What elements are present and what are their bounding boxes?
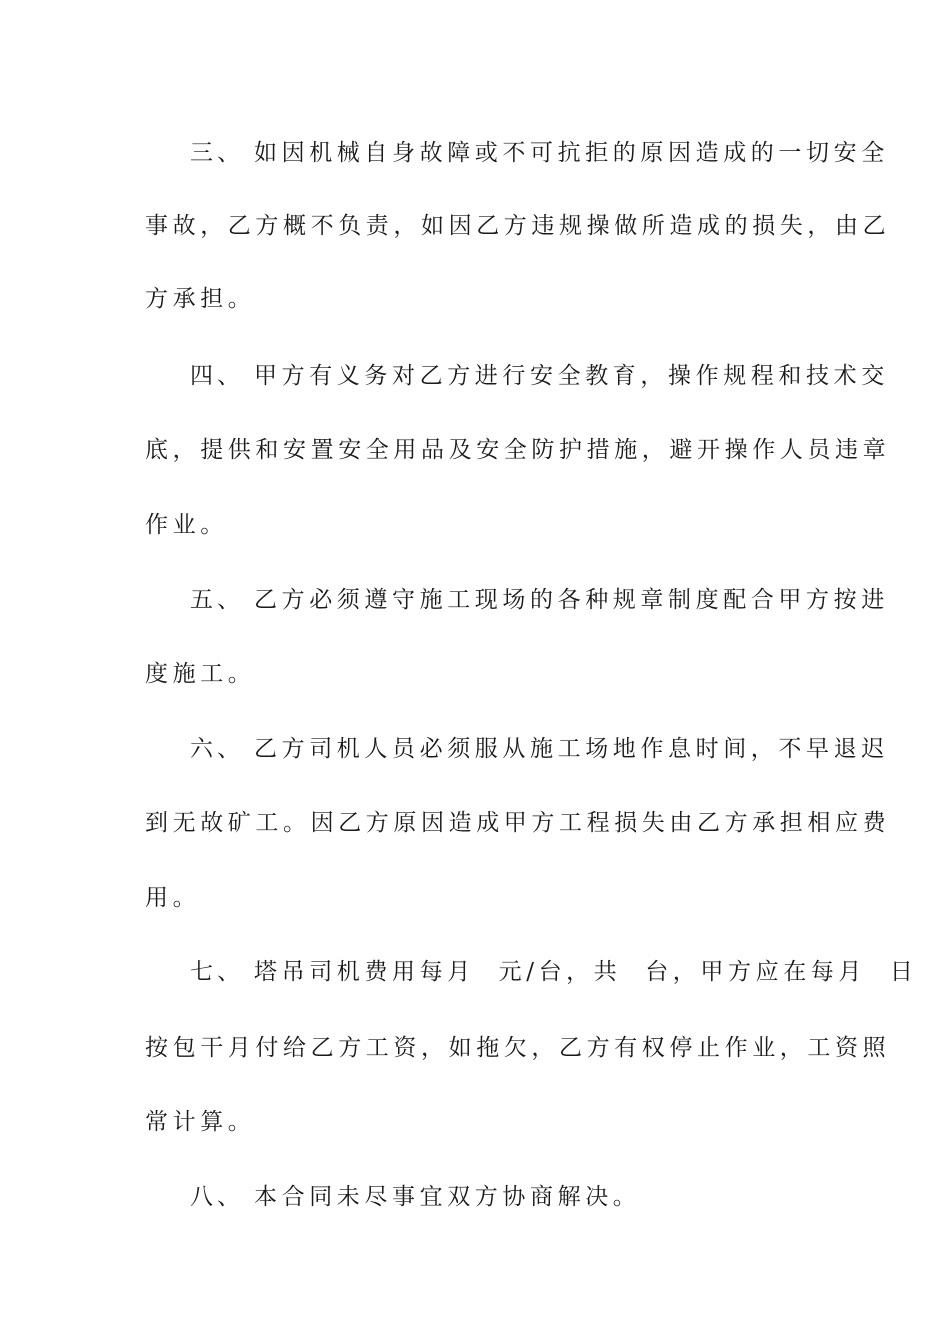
clause-7-number: 七、 — [190, 959, 244, 985]
clause-4-number: 四、 — [190, 363, 244, 389]
clause-8-text-1: 本合同未尽事宜双方协商解决。 — [254, 1184, 641, 1210]
clause-8-line-1 — [190, 1182, 805, 1212]
clause-6-line-3: 用。 — [145, 885, 201, 911]
clause-3-line-3: 方承担。 — [145, 286, 256, 312]
clause-3-line-2: 事故，乙方概不负责，如因乙方违规操做所造成的损失，由乙 — [145, 213, 891, 239]
clause-6-line-1 — [190, 734, 889, 764]
clause-8-number: 八、 — [190, 1184, 244, 1210]
clause-6-line-2: 到无故矿工。因乙方原因造成甲方工程损失由乙方承担相应费 — [145, 810, 891, 836]
clause-6-number: 六、 — [190, 736, 244, 762]
clause-3-number: 三、 — [190, 140, 244, 166]
clause-5-line-1 — [190, 585, 889, 615]
clause-7-line-3: 常计算。 — [145, 1109, 256, 1135]
clause-4-text-1: 甲方有义务对乙方进行安全教育，操作规程和技术交 — [254, 363, 889, 389]
clause-5-line-2: 度施工。 — [145, 661, 256, 687]
clause-7-line-1 — [190, 957, 918, 987]
clause-4-line-3: 作业。 — [145, 512, 228, 538]
clause-7-text-1: 塔吊司机费用每月 元/台，共 台，甲方应在每月 日 — [254, 959, 918, 985]
clause-4-line-2: 底，提供和安置安全用品及安全防护措施，避开操作人员违章 — [145, 437, 891, 463]
clause-5-text-1: 乙方必须遵守施工现场的各种规章制度配合甲方按进 — [254, 587, 889, 613]
clause-4-line-1 — [190, 361, 889, 391]
clause-7-line-2: 按包干月付给乙方工资，如拖欠，乙方有权停止作业，工资照 — [145, 1035, 891, 1061]
clause-3-line-1 — [190, 138, 889, 168]
clause-5-number: 五、 — [190, 587, 244, 613]
clause-3-text-1: 如因机械自身故障或不可抗拒的原因造成的一切安全 — [254, 140, 889, 166]
clause-6-text-1: 乙方司机人员必须服从施工场地作息时间，不早退迟 — [254, 736, 889, 762]
